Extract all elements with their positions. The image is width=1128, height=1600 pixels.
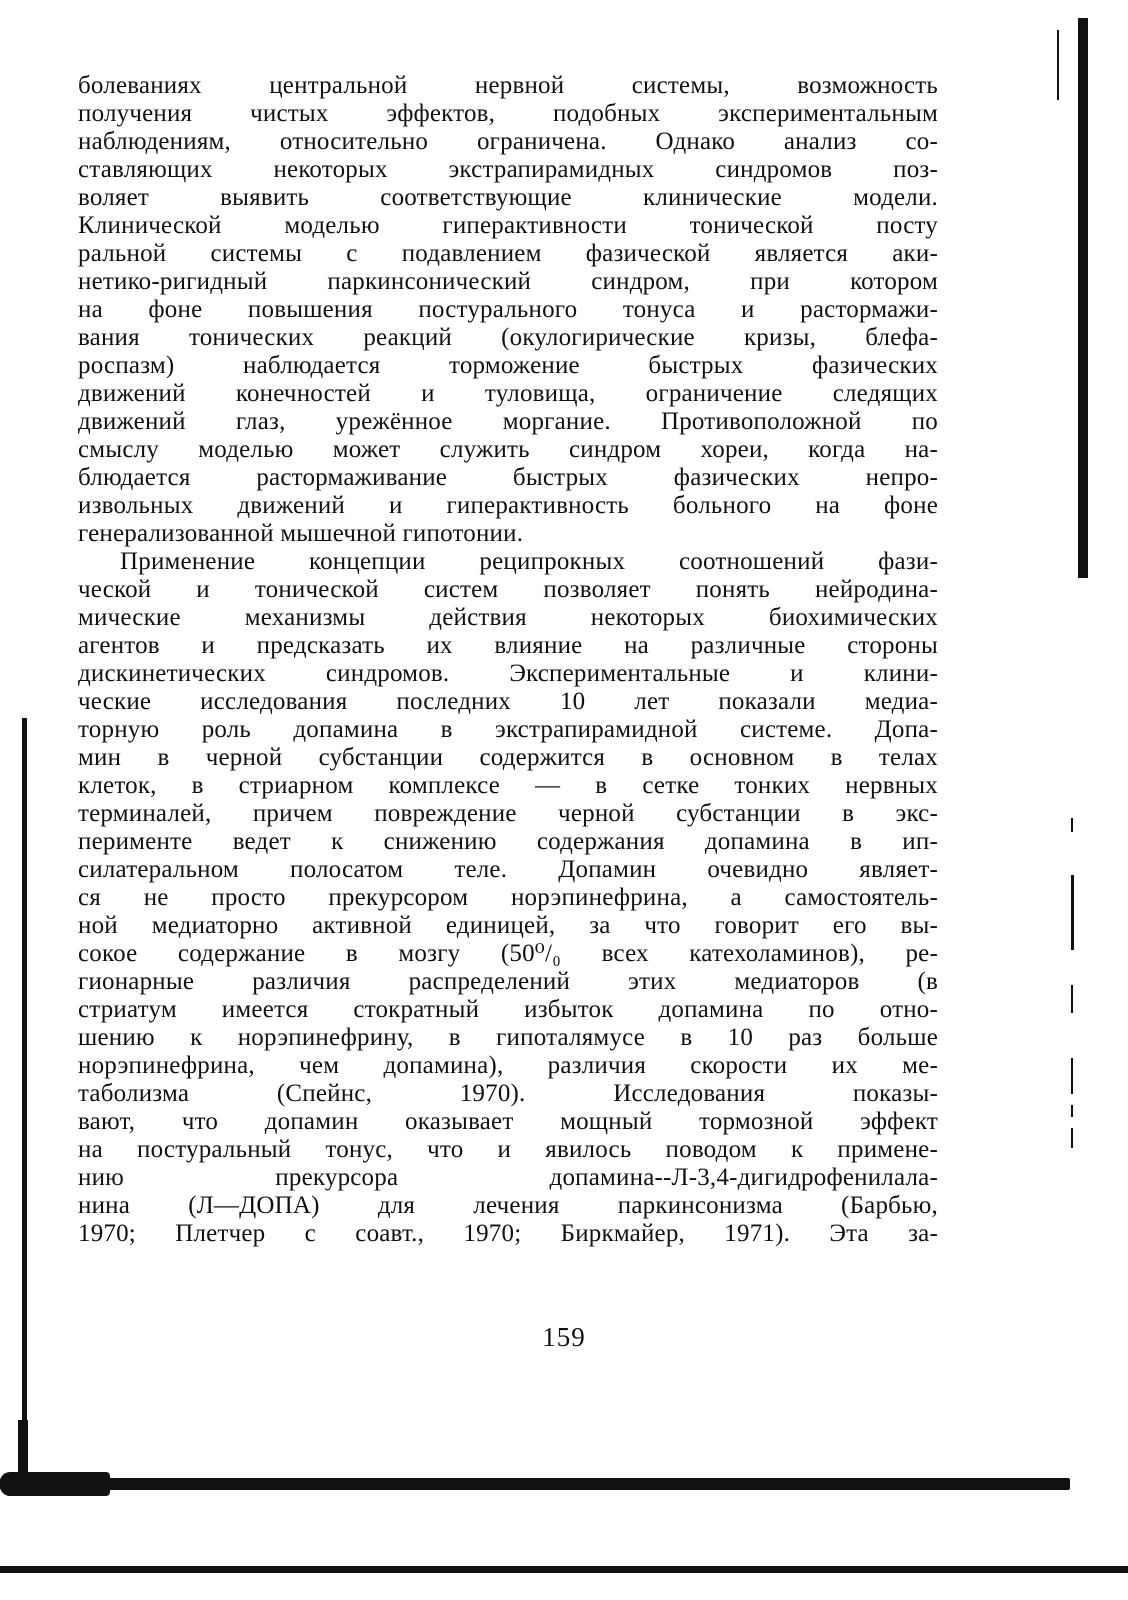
scan-edge-mark (1071, 1105, 1073, 1117)
text-line: шению к норэпинефрину, в гипоталямусе в 10 раз больше (78, 1024, 938, 1051)
text-line: силатеральном полосатом теле. Допамин очевидно являет- (78, 856, 938, 883)
text-line: агентов и предсказать их влияние на различные стороны (78, 632, 938, 659)
text-line: роспазм) наблюдается торможение быстрых фазических (78, 352, 938, 379)
text-line: таболизма (Спейнс, 1970). Исследования показы- (78, 1080, 938, 1107)
text-line: вают, что допамин оказывает мощный тормозной эффект (78, 1108, 938, 1135)
text-line: наблюдениям, относительно ограничена. Однако анализ со- (78, 128, 938, 155)
scan-edge-mark (0, 1566, 1128, 1573)
text-line: нина (Л—ДОПА) для лечения паркинсонизма (Барбью, (78, 1192, 938, 1219)
text-line: ческой и тонической систем позволяет понять нейродина- (78, 576, 938, 603)
scan-edge-mark (1071, 1058, 1073, 1094)
text-line: воляет выявить соответствующие клинические модели. (78, 184, 938, 211)
text-line: движений глаз, урежённое моргание. Противоположной по (78, 408, 938, 435)
text-line: перименте ведет к снижению содержания допамина в ип- (78, 828, 938, 855)
text-line: ставляющих некоторых экстрапирамидных синдромов поз- (78, 156, 938, 183)
scan-edge-mark (22, 718, 27, 1478)
text-line: Клинической моделью гиперактивности тонической посту (78, 212, 938, 239)
text-line: Применение концепции реципрокных соотношений фази- (120, 548, 938, 575)
text-line: 1970; Плетчер с соавт., 1970; Биркмайер, 1971). Эта за- (78, 1220, 938, 1247)
scan-edge-mark (1071, 1128, 1073, 1148)
text-line: мин в черной субстанции содержится в основном в телах (78, 744, 938, 771)
text-line: ся не просто прекурсором норэпинефрина, а самостоятель- (78, 884, 938, 911)
body-text (78, 72, 938, 1248)
text-line: вания тонических реакций (окулогирические кризы, блефа- (78, 324, 938, 351)
text-line: клеток, в стриарном комплексе — в сетке тонких нервных (78, 772, 938, 799)
text-line: движений конечностей и туловища, ограничение следящих (78, 380, 938, 407)
text-line: блюдается растормаживание быстрых фазических непро- (78, 464, 938, 491)
scan-edge-mark (1071, 875, 1074, 950)
text-line: извольных движений и гиперактивность больного на фоне (78, 492, 938, 519)
text-line: норэпинефрина, чем допамина), различия скорости их ме- (78, 1052, 938, 1079)
paragraph-1 (78, 72, 938, 548)
scan-edge-mark (1071, 818, 1073, 832)
text-line: ной медиаторно активной единицей, за что говорит его вы- (78, 912, 938, 939)
text-line: терминалей, причем повреждение черной субстанции в экс- (78, 800, 938, 827)
text-line: стриатум имеется стократный избыток допамина по отно- (78, 996, 938, 1023)
text-line: торную роль допамина в экстрапирамидной системе. Допа- (78, 716, 938, 743)
text-line: на постуральный тонус, что и явилось поводом к примене- (78, 1136, 938, 1163)
text-line: болеваниях центральной нервной системы, возможность (78, 72, 938, 99)
text-line: смыслу моделью может служить синдром хореи, когда на- (78, 436, 938, 463)
paragraph-2 (78, 548, 938, 1248)
scan-edge-mark (1078, 18, 1088, 578)
scan-edge-mark (1057, 30, 1059, 100)
text-line: дискинетических синдромов. Экспериментальные и клини- (78, 660, 938, 687)
text-line: сокое содержание в мозгу (50⁰/₀ всех катехоламинов), ре- (78, 940, 938, 967)
text-line: гионарные различия распределений этих медиаторов (в (78, 968, 938, 995)
page-number: 159 (542, 1322, 586, 1352)
text-line: ческие исследования последних 10 лет показали медиа- (78, 688, 938, 715)
text-line: нетико-ригидный паркинсонический синдром, при котором (78, 268, 938, 295)
text-line: мические механизмы действия некоторых биохимических (78, 604, 938, 631)
text-line: нию прекурсора допамина--Л-3,4-дигидрофенилала- (78, 1164, 938, 1191)
scan-edge-mark (1071, 985, 1073, 1013)
text-line: получения чистых эффектов, подобных экспериментальным (78, 100, 938, 127)
text-line: ральной системы с подавлением фазической является аки- (78, 240, 938, 267)
text-line: генерализованной мышечной гипотонии. (78, 520, 524, 547)
scan-edge-mark (0, 1478, 1070, 1490)
text-line: на фоне повышения постурального тонуса и растормажи- (78, 296, 938, 323)
